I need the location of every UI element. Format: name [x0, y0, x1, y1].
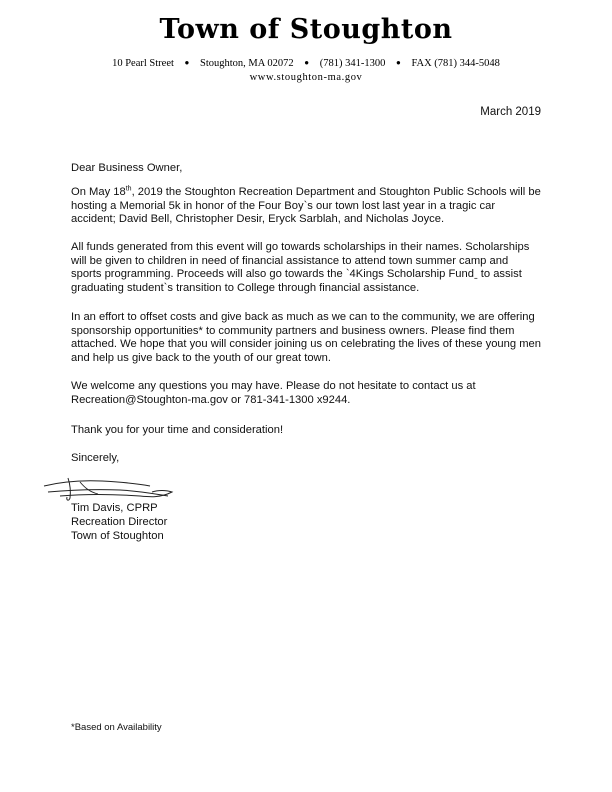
ordinal-suffix: th — [125, 185, 132, 193]
bullet-separator: ● — [395, 58, 401, 67]
signer-title: Recreation Director — [71, 515, 168, 528]
paragraph-contact — [71, 380, 541, 407]
paragraph-sponsorship-text: In an effort to offset costs and give back as much as we can to the community, we are offering sponsorship opportunities* to community partners and business owners. Please find them attached. We hope that you will consider joining us on celebrating the lives of these young men and help us give back to the youth of our great town. — [71, 311, 541, 364]
letterhead-address — [0, 58, 612, 69]
paragraph-thanks — [71, 424, 541, 438]
bullet-separator: ● — [304, 58, 310, 67]
footnote: *Based on Availability — [71, 722, 162, 733]
website-url: www.stoughton-ma.gov — [249, 72, 363, 83]
paragraph-funds-text: All funds generated from this event will go towards scholarships in their names. Scholarships will be given to children in need of financial assistance to attend town summer camp and sports programming. Proceeds will also go towards the `4Kings Scholarship Fundˍ to assist graduating student`s transition to College through financial assistance. — [71, 241, 530, 294]
phone-number: (781) 341-1300 — [319, 58, 386, 69]
handwritten-signature — [40, 470, 175, 506]
salutation — [71, 162, 541, 176]
signer-name: Tim Davis, CPRP — [71, 502, 158, 514]
salutation-text: Dear Business Owner, — [71, 162, 183, 174]
paragraph-event-text — [71, 186, 541, 227]
paragraph-event — [71, 186, 541, 227]
closing-text: Sincerely, — [71, 452, 120, 464]
event-description: , 2019 the Stoughton Recreation Department and Stoughton Public Schools will be hosting a Memorial 5k in honor of the Four Boy`s our town lost last year in a tragic car accident; David Bell, Christopher Desir, Eryck Sarblah, and Nicholas Joyce. — [71, 186, 541, 226]
bullet-separator: ● — [184, 58, 190, 67]
fax-number: FAX (781) 344-5048 — [411, 58, 500, 69]
paragraph-funds — [71, 241, 541, 295]
contact-line-2: Recreation@Stoughton-ma.gov or 781-341-1300 x9244. — [71, 393, 351, 406]
contact-line-1: We welcome any questions you may have. Please do not hesitate to contact us at — [71, 380, 476, 392]
signer-organization: Town of Stoughton — [71, 529, 164, 542]
closing — [71, 452, 541, 466]
letter-date: March 2019 — [480, 106, 541, 118]
letterhead-title: Town of Stoughton — [159, 14, 453, 45]
signature-block — [71, 502, 167, 543]
paragraph-sponsorship — [71, 311, 541, 365]
event-date-prefix: On May 18 — [71, 186, 126, 198]
street-address: 10 Pearl Street — [112, 58, 174, 69]
thanks-text: Thank you for your time and consideration! — [71, 424, 284, 436]
city-state-zip: Stoughton, MA 02072 — [200, 58, 294, 69]
